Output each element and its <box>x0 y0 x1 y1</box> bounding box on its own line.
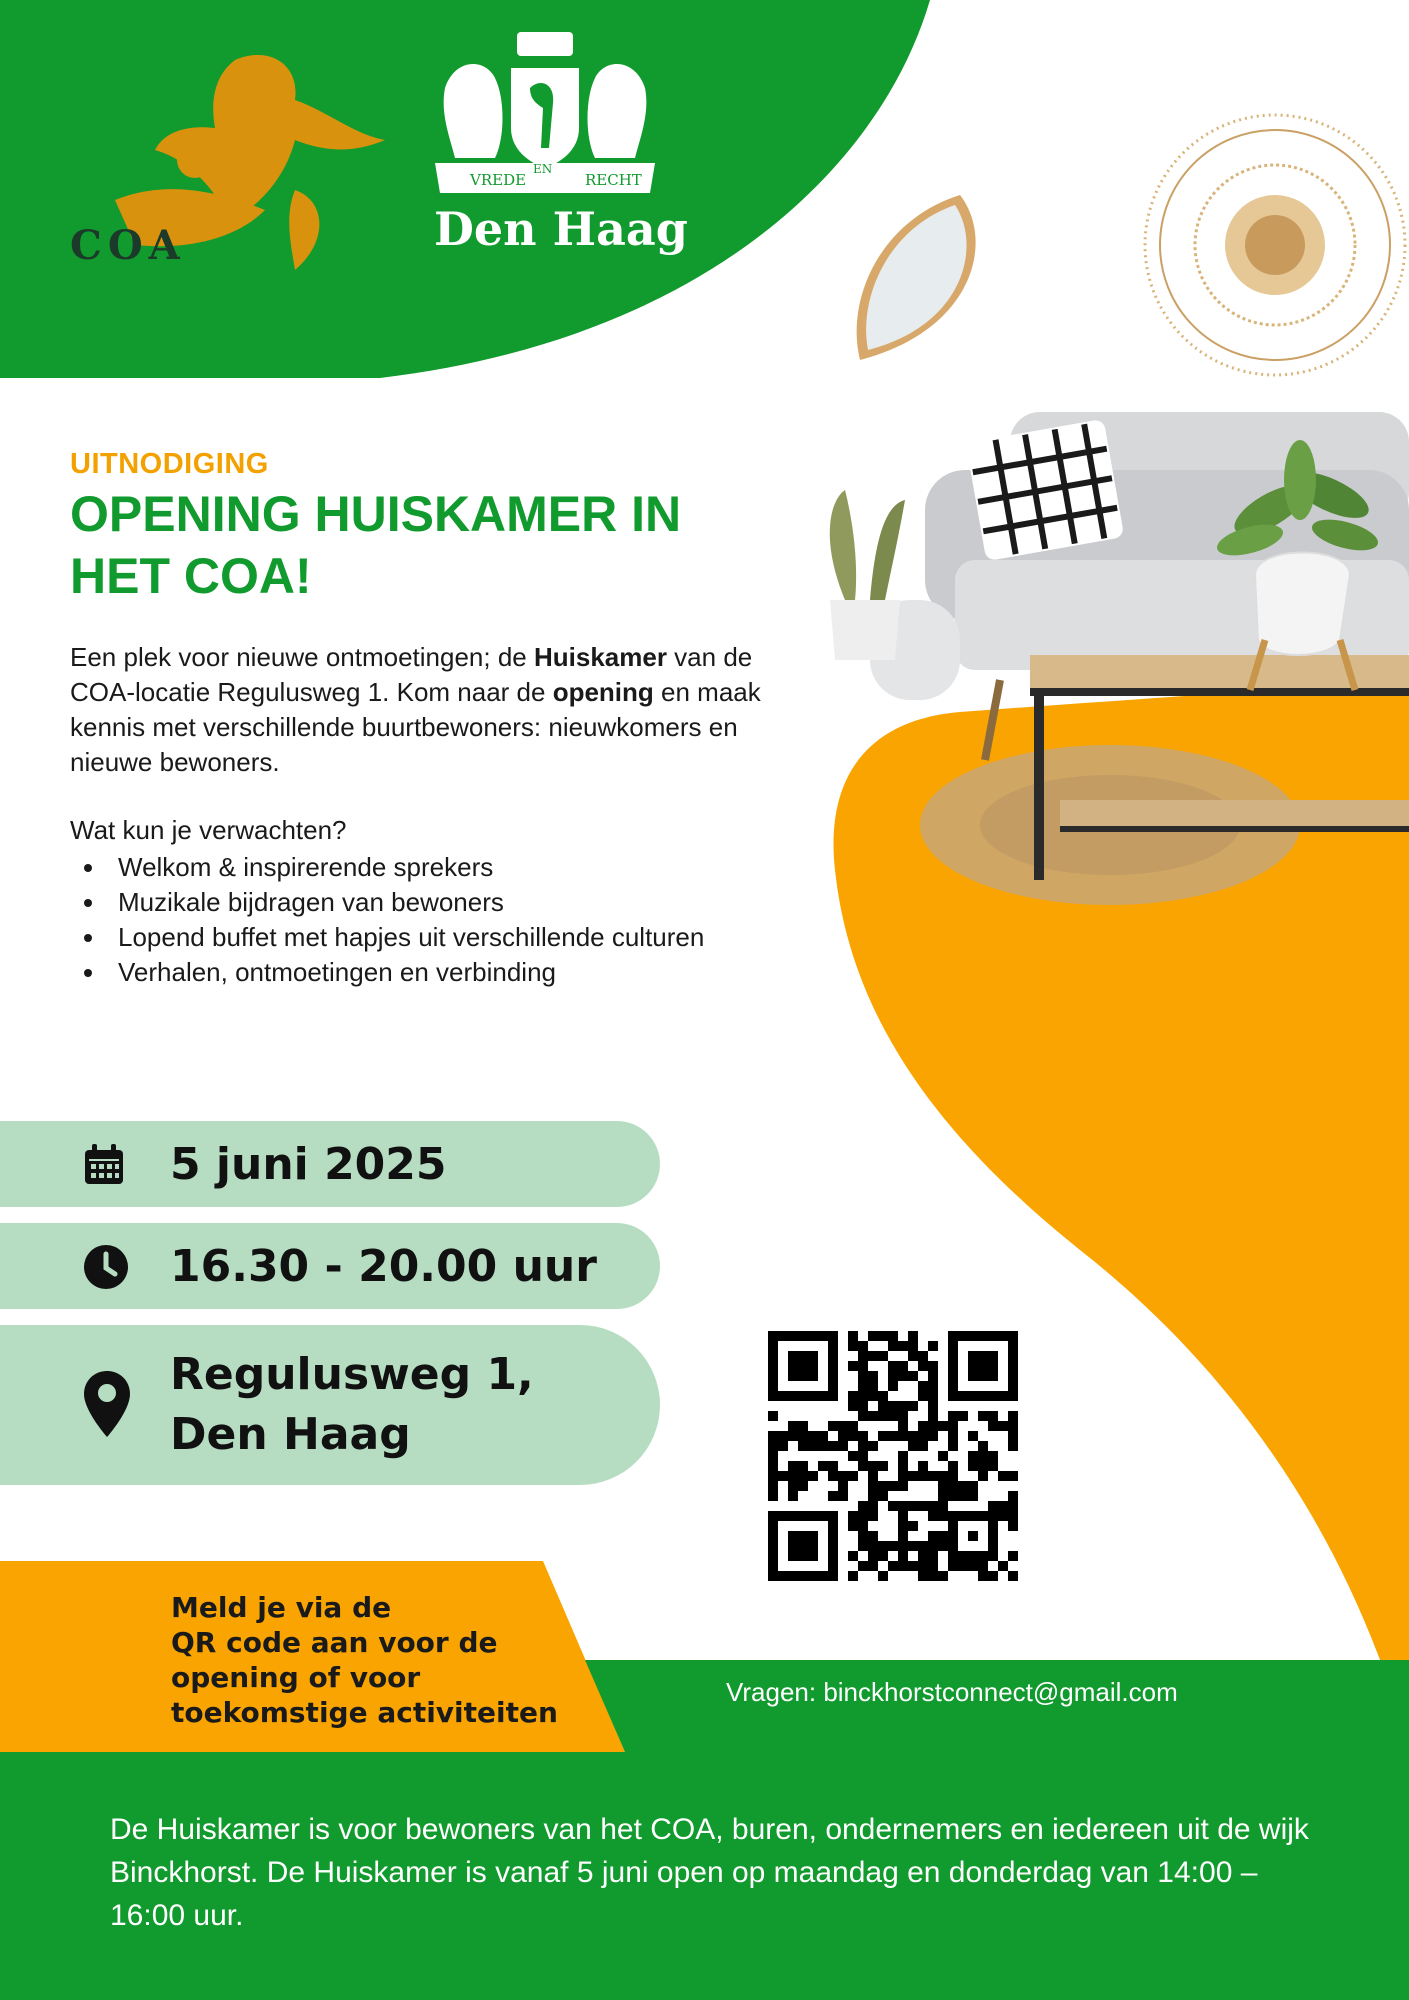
footer-text: De Huiskamer is voor bewoners van het COA, buren, ondernemers en iedereen uit de wijk Binckhorst. De Huiskamer is vanaf 5 juni open op maandag en donderdag van 14:00 – 16:00 uur. <box>110 1813 1309 1932</box>
expect-title: Wat kun je verwachten? <box>70 815 347 845</box>
crest-motto-center: EN <box>533 162 553 176</box>
pillow-illustration <box>966 419 1125 561</box>
clock-icon <box>82 1243 130 1291</box>
title-line-2: HET COA! <box>70 548 312 604</box>
crest-motto-right: RECHT <box>585 171 642 189</box>
den-haag-crest <box>425 28 665 198</box>
city-name: Den Haag <box>434 202 688 256</box>
event-time: 16.30 - 20.00 uur <box>170 1241 597 1292</box>
calendar-icon <box>82 1143 126 1187</box>
snake-plant-illustration <box>830 490 905 660</box>
date-pill <box>0 1121 660 1207</box>
list-item: Verhalen, ontmoetingen en verbinding <box>70 955 710 990</box>
page-title <box>70 483 770 607</box>
event-location <box>170 1345 534 1465</box>
title-line-1: OPENING HUISKAMER IN <box>70 486 682 542</box>
list-item: Welkom & inspirerende sprekers <box>70 850 710 885</box>
location-pill <box>0 1325 660 1485</box>
expect-list <box>70 850 710 990</box>
time-pill <box>0 1223 660 1309</box>
invitation-kicker: UITNODIGING <box>70 448 269 480</box>
intro-bold-huiskamer: Huiskamer <box>533 642 667 672</box>
rattan-decor-illustration <box>1145 115 1405 375</box>
contact-email[interactable]: Vragen: binckhorstconnect@gmail.com <box>726 1677 1178 1707</box>
mirror-illustration <box>857 195 976 360</box>
coa-logo-text: COA <box>70 222 186 269</box>
location-line-2: Den Haag <box>170 1409 411 1460</box>
signup-text: Meld je via de QR code aan voor de opening of voor toekomstige activiteiten <box>171 1591 558 1729</box>
event-date: 5 juni 2025 <box>170 1139 447 1190</box>
location-pin-icon <box>82 1369 132 1439</box>
location-line-1: Regulusweg 1, <box>170 1349 534 1400</box>
list-item: Lopend buffet met hapjes uit verschillende culturen <box>70 920 710 955</box>
qr-code[interactable] <box>768 1331 1018 1581</box>
intro-bold-opening: opening <box>552 677 654 707</box>
crest-motto-left: VREDE <box>470 171 527 189</box>
list-item: Muzikale bijdragen van bewoners <box>70 885 710 920</box>
intro-paragraph: Een plek voor nieuwe ontmoetingen; de Huiskamer van de COA-locatie Regulusweg 1. Kom naar de opening en maak kennis met verschillende buurtbewoners: nieuwkomers en nieuwe bewoners. <box>70 642 761 777</box>
